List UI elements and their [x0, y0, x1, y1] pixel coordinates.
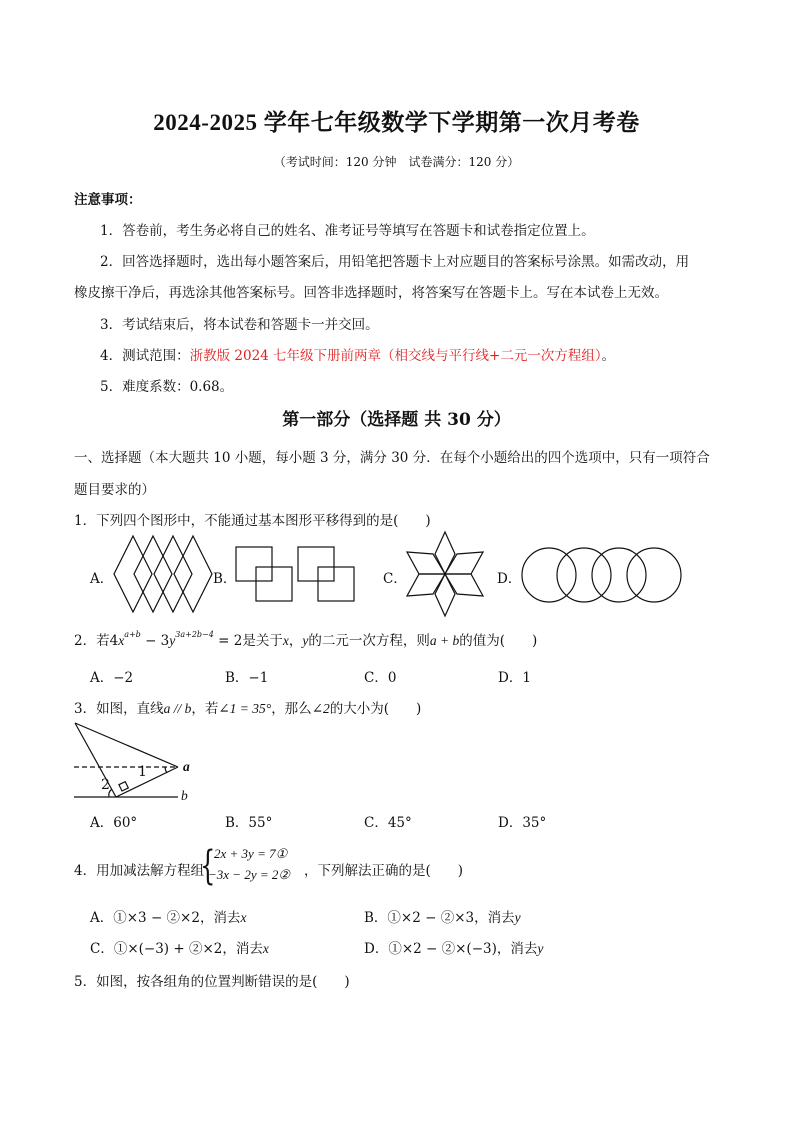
q2-option-c[interactable]: C．0 — [364, 670, 397, 686]
q1-option-b-label[interactable]: B． — [213, 571, 237, 587]
q2-exp-1: a+b — [124, 630, 141, 639]
q2-a-plus-b: a + b — [429, 633, 460, 648]
q2-var-y2: y — [302, 633, 309, 648]
section-title: 第一部分（选择题 共 30 分） — [282, 410, 511, 430]
q2-var-x2: x — [282, 633, 289, 648]
q2-eq2: = 2 — [213, 633, 243, 649]
note-2b: 橡皮擦干净后，再选涂其他答案标号。回答非选择题时，将答案写在答题卡上。写在本试卷上无效。 — [74, 285, 668, 301]
q2-option-a[interactable]: A．−2 — [90, 670, 134, 686]
q3-mid: ，若 — [191, 701, 219, 717]
q2-minus3: − 3 — [140, 633, 170, 649]
q3-angle-1-label: 1 — [138, 764, 147, 780]
q3-option-b[interactable]: B．55° — [225, 815, 273, 831]
q2-num: 2．若 — [74, 633, 110, 649]
q1-option-c-label[interactable]: C． — [383, 571, 407, 587]
q1-figure-b-squares — [232, 545, 362, 605]
q3-label-b: b — [181, 788, 188, 803]
q3-stem — [74, 697, 421, 717]
q1-figure-d-circles — [520, 546, 682, 604]
exam-subtitle: （考试时间：120 分钟 试卷满分：120 分） — [273, 155, 520, 169]
q2-var-y: y — [169, 633, 176, 648]
q3-parallel: a // b — [163, 701, 192, 716]
q3-angle-2-label: 2 — [101, 777, 110, 793]
q4-option-a[interactable] — [90, 906, 246, 926]
q3-option-d[interactable]: D．35° — [498, 815, 547, 831]
q2-end: 的值为( ) — [459, 633, 538, 649]
q4-option-d[interactable] — [364, 937, 543, 957]
q4-option-b-var: y — [514, 910, 521, 925]
page-title: 2024-2025 学年七年级数学下学期第一次月考卷 — [153, 110, 640, 135]
q4-option-b[interactable] — [364, 906, 521, 926]
q3-option-c[interactable]: C．45° — [364, 815, 412, 831]
q4-option-b-text: B．①×2 − ②×3，消去 — [364, 910, 515, 926]
q3-end: 的大小为( ) — [329, 701, 422, 717]
q4-brace: { — [200, 843, 216, 889]
part1-instructions-1: 一、选择题（本大题共 10 小题，每小题 3 分，满分 30 分．在每个小题给出的四个选项中，只有一项符合 — [74, 450, 710, 466]
note-2a: 2．回答选择题时，选出每小题答案后，用铅笔把答题卡上对应题目的答案标号涂黑。如需改动，用 — [100, 254, 690, 270]
q2-coef-4: 4 — [109, 633, 119, 649]
note-4-prefix: 4．测试范围： — [100, 348, 190, 364]
q2-option-d[interactable]: D．1 — [498, 670, 531, 686]
note-3: 3．考试结束后，将本试卷和答题卡一并交回。 — [100, 317, 379, 333]
q4-pre: 4．用加减法解方程组 — [74, 863, 205, 879]
q2-exp-2: 3a+2b−4 — [175, 630, 214, 639]
q5-stem: 5．如图，按各组角的位置判断错误的是( ) — [74, 974, 350, 990]
q1-figure-a-diamonds — [112, 534, 212, 614]
q2-option-b[interactable]: B．−1 — [225, 670, 269, 686]
note-1: 1．答卷前，考生务必将自己的姓名、准考证号等填写在答题卡和试卷指定位置上。 — [100, 223, 595, 239]
q1-option-d-label[interactable]: D． — [497, 571, 522, 587]
q2-var-x: x — [118, 633, 125, 648]
q2-mid: 是关于 — [242, 633, 283, 649]
note-4-scope: 浙教版 2024 七年级下册前两章（相交线与平行线+二元一次方程组） — [189, 348, 602, 364]
notes-heading: 注意事项： — [74, 192, 142, 208]
q3-label-a: a — [183, 759, 190, 774]
q4-option-c-var: x — [262, 941, 269, 956]
q4-option-c[interactable] — [90, 937, 269, 957]
q3-option-a[interactable]: A．60° — [90, 815, 138, 831]
q4-equation-1: 2x + 3y = 7① — [214, 846, 288, 861]
q4-option-c-text: C．①×(−3) + ②×2，消去 — [90, 941, 263, 957]
note-5: 5．难度系数：0.68。 — [100, 379, 234, 395]
note-4-suffix: 。 — [601, 348, 616, 364]
q1-figure-c-star — [405, 530, 485, 618]
q3-angle-1: ∠1 = 35° — [218, 701, 272, 716]
q4-option-a-var: x — [240, 910, 247, 925]
q3-angle-2: ∠2 — [311, 701, 330, 716]
q4-equation-2: −3x − 2y = 2② — [208, 867, 291, 882]
note-4 — [100, 344, 615, 364]
q2-comma: ， — [288, 633, 303, 649]
q4-option-d-var: y — [537, 941, 544, 956]
q3-figure — [72, 720, 197, 804]
part1-instructions-2: 题目要求的） — [74, 482, 155, 498]
q3-mid2: ，那么 — [271, 701, 312, 717]
q3-pre: 3．如图，直线 — [74, 701, 164, 717]
q4-option-a-text: A．①×3 − ②×2，消去 — [90, 910, 241, 926]
q2-mid2: 的二元一次方程，则 — [308, 633, 430, 649]
q1-stem: 1．下列四个图形中，不能通过基本图形平移得到的是( ) — [74, 513, 431, 529]
q1-option-a-label[interactable]: A． — [90, 571, 114, 587]
q4-option-d-text: D．①×2 − ②×(−3)，消去 — [364, 941, 538, 957]
q4-end: ，下列解法正确的是( ) — [304, 863, 464, 879]
q2-stem — [74, 629, 537, 649]
